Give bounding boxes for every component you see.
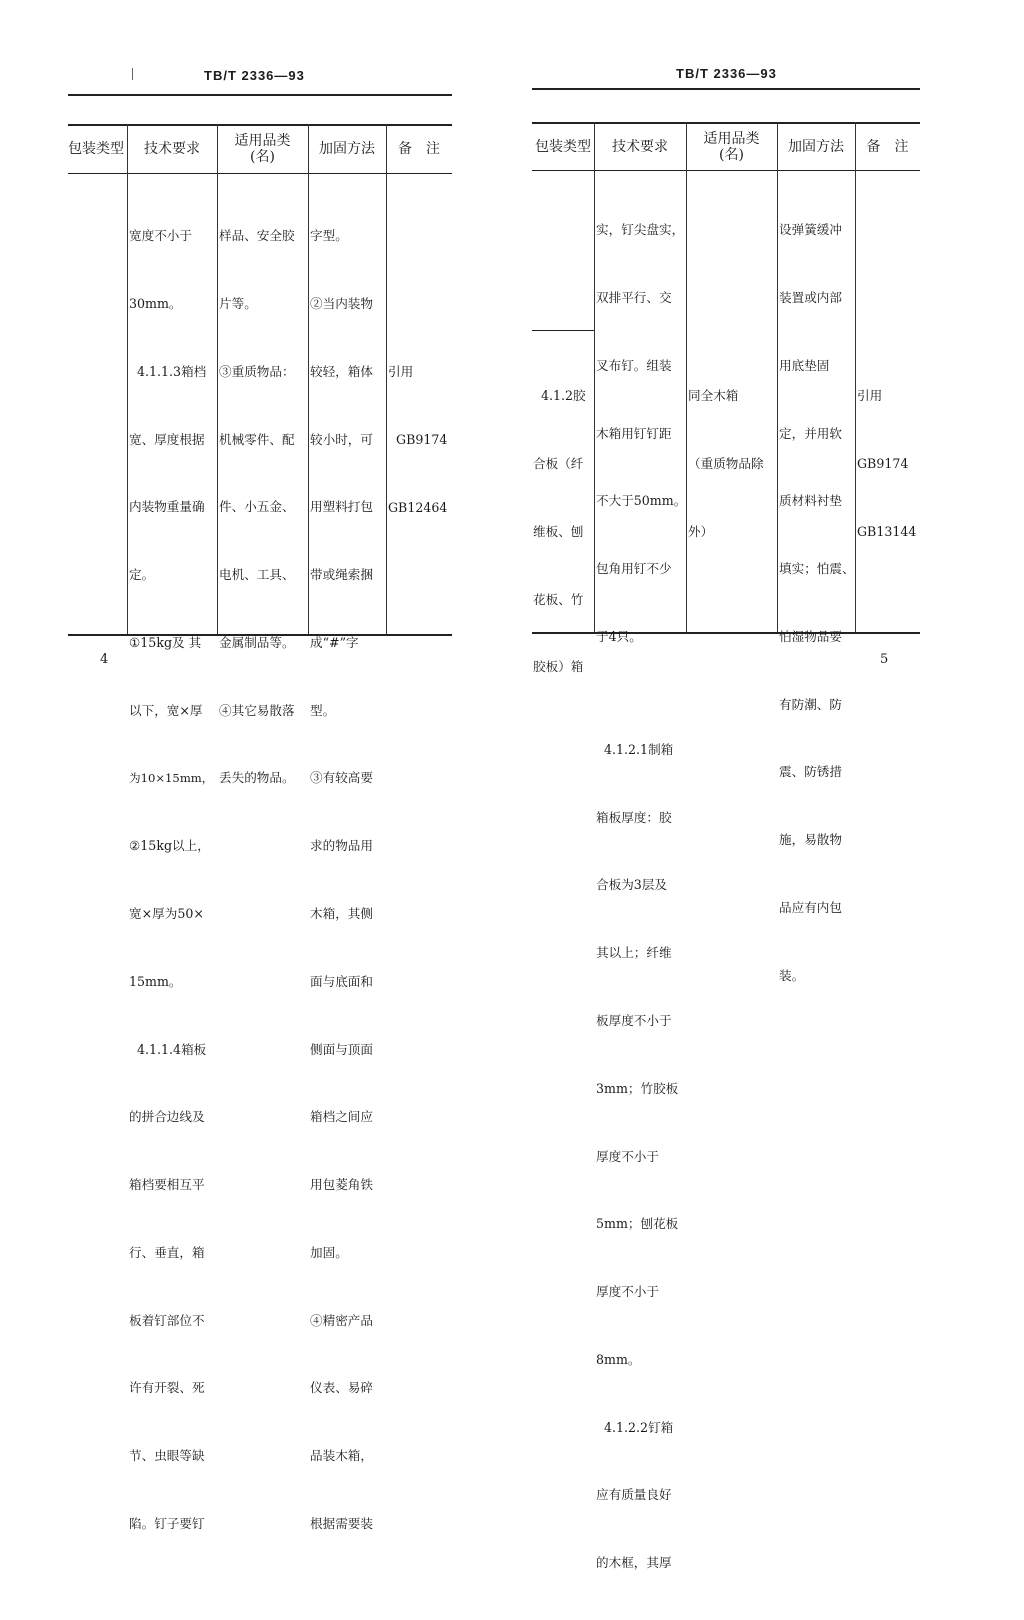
text-line: ②当内装物 bbox=[310, 295, 373, 311]
text-line: 用包菱角铁 bbox=[310, 1177, 373, 1193]
right-page bbox=[512, 0, 1024, 1571]
header-rule bbox=[68, 94, 452, 96]
text-line: 15mm。 bbox=[129, 973, 182, 989]
text-line: 丢失的物品。 bbox=[219, 770, 295, 786]
page-header: TB/T 2336—93 bbox=[204, 68, 305, 83]
text-line: 引用 bbox=[857, 388, 883, 404]
col-divider bbox=[308, 124, 309, 634]
header-package-type: 包装类型 bbox=[68, 141, 124, 157]
col-divider bbox=[855, 122, 856, 632]
text-line: 质材料衬垫 bbox=[779, 493, 842, 509]
text-line: 箱板厚度：胶 bbox=[596, 809, 672, 825]
text-line: 的木框，其厚 bbox=[596, 1555, 672, 1571]
text-line: 3mm；竹胶板 bbox=[596, 1080, 679, 1096]
header-remarks: 备 注 bbox=[398, 141, 440, 157]
header-applicable-products: 适用品类 (名) bbox=[703, 130, 760, 163]
text-line: 加固。 bbox=[310, 1244, 348, 1260]
text-line: 不大于50mm。 bbox=[596, 493, 687, 509]
text-line: 仪表、易碎 bbox=[310, 1380, 373, 1396]
text-line: 5mm；刨花板 bbox=[596, 1216, 679, 1232]
text-line: 节、虫眼等缺 bbox=[129, 1448, 205, 1464]
text-line: 怕湿物品要 bbox=[779, 628, 842, 644]
package-type-text bbox=[533, 340, 586, 724]
text-line: 成“#”字 bbox=[310, 634, 359, 650]
text-line: 同全木箱 bbox=[688, 388, 739, 404]
text-line: 品装木箱， bbox=[310, 1448, 373, 1464]
remarks-text bbox=[388, 316, 447, 565]
header-applicable-products: 适用品类 (名) bbox=[234, 133, 291, 165]
text-line: 填实；怕震、 bbox=[779, 561, 855, 577]
text-line: 维板、刨 bbox=[533, 523, 584, 539]
text-line: 装置或内部 bbox=[779, 289, 842, 305]
text-line: 板厚度不小于 bbox=[596, 1012, 672, 1028]
text-line: 用底垫固 bbox=[779, 357, 830, 373]
header-technical-requirements: 技术要求 bbox=[144, 141, 200, 157]
text-line: GB9174 bbox=[857, 455, 909, 471]
text-line: 4.1.2胶 bbox=[533, 388, 586, 404]
text-line: 以下，宽×厚 bbox=[129, 702, 203, 718]
text-line: 实，钉尖盘实， bbox=[596, 222, 685, 238]
table-header-rule bbox=[68, 173, 452, 174]
text-line: 外） bbox=[688, 523, 714, 539]
col-divider bbox=[777, 122, 778, 632]
col-divider bbox=[386, 124, 387, 634]
text-line: 引用 bbox=[388, 364, 414, 380]
text-line: 定，并用软 bbox=[779, 425, 842, 441]
text-line: 板着钉部位不 bbox=[129, 1312, 205, 1328]
text-line: （重质物品除 bbox=[688, 455, 764, 471]
text-line: 4.1.1.3箱档 bbox=[129, 363, 207, 379]
col-divider bbox=[127, 124, 128, 634]
text-line: 根据需要装 bbox=[310, 1516, 373, 1532]
technical-requirements-text bbox=[596, 174, 686, 1620]
text-line: 花板、竹 bbox=[533, 591, 584, 607]
text-line: 有防潮、防 bbox=[779, 696, 842, 712]
text-line: 厚度不小于 bbox=[596, 1148, 659, 1164]
text-line: ③有较高要 bbox=[310, 770, 373, 786]
text-line: 求的物品用 bbox=[310, 838, 373, 854]
text-line: 震、防锈措 bbox=[779, 764, 842, 780]
text-line: 型。 bbox=[310, 702, 336, 718]
remarks-text bbox=[857, 340, 916, 589]
text-line: 其以上；纤维 bbox=[596, 945, 672, 961]
text-line: 行、垂直，箱 bbox=[129, 1244, 205, 1260]
table-header-rule bbox=[532, 170, 920, 171]
text-line: 金属制品等。 bbox=[219, 634, 295, 650]
text-line: 较轻，箱体 bbox=[310, 363, 373, 379]
table-bottom-rule bbox=[532, 632, 920, 634]
margin-mark bbox=[132, 68, 133, 80]
text-line: 4.1.2.1制箱 bbox=[596, 741, 674, 757]
text-line: 较小时，可 bbox=[310, 431, 373, 447]
technical-requirements-text bbox=[129, 180, 213, 1581]
text-line: 机械零件、配 bbox=[219, 431, 295, 447]
text-line: GB9174 bbox=[388, 431, 448, 447]
col-divider bbox=[217, 124, 218, 634]
text-line: 胶板）箱 bbox=[533, 659, 584, 675]
text-line: 4.1.2.2钉箱 bbox=[596, 1419, 674, 1435]
text-line: 陷。钉子要钉 bbox=[129, 1516, 205, 1532]
text-line: 为10×15mm， bbox=[129, 771, 214, 786]
text-line: 字型。 bbox=[310, 228, 348, 244]
text-line: 侧面与顶面 bbox=[310, 1041, 373, 1057]
text-line: 应有质量良好 bbox=[596, 1487, 672, 1503]
row-divider bbox=[532, 330, 594, 331]
header-package-type: 包装类型 bbox=[535, 138, 591, 155]
text-line: 面与底面和 bbox=[310, 973, 373, 989]
text-line: ④其它易散落 bbox=[219, 702, 295, 718]
text-line: 设弹簧缓冲 bbox=[779, 222, 842, 238]
col-divider bbox=[594, 122, 595, 632]
page-number: 4 bbox=[100, 652, 109, 667]
text-line: 木箱用钉钉距 bbox=[596, 425, 672, 441]
applicable-products-text bbox=[219, 180, 295, 835]
text-line: 宽、厚度根据 bbox=[129, 431, 205, 447]
text-line: 宽度不小于 bbox=[129, 228, 192, 244]
text-line: 定。 bbox=[129, 567, 155, 583]
text-line: GB12464 bbox=[388, 499, 448, 515]
text-line: ②15kg以上， bbox=[129, 838, 210, 854]
applicable-products-text bbox=[688, 340, 764, 589]
text-line: 8mm。 bbox=[596, 1351, 641, 1367]
text-line: ①15kg及 其 bbox=[129, 634, 202, 650]
text-line: GB13144 bbox=[857, 523, 917, 539]
text-line: ③重质物品： bbox=[219, 363, 295, 379]
text-line: 叉布钉。组装 bbox=[596, 357, 672, 373]
reinforcement-method-text bbox=[779, 174, 855, 1033]
text-line: 件、小五金、 bbox=[219, 499, 295, 515]
page-header: TB/T 2336—93 bbox=[676, 66, 777, 81]
text-line: 片等。 bbox=[219, 295, 257, 311]
text-line: ④精密产品 bbox=[310, 1312, 373, 1328]
header-technical-requirements: 技术要求 bbox=[612, 138, 668, 155]
text-line: 箱档要相互平 bbox=[129, 1177, 205, 1193]
text-line: 箱档之间应 bbox=[310, 1109, 373, 1125]
text-line: 宽×厚为50× bbox=[129, 906, 204, 921]
text-line: 双排平行、交 bbox=[596, 289, 672, 305]
left-page bbox=[0, 0, 512, 1532]
text-line: 30mm。 bbox=[129, 295, 182, 311]
header-rule bbox=[532, 88, 920, 90]
text-line: 内装物重量确 bbox=[129, 499, 205, 515]
text-line: 装。 bbox=[779, 967, 805, 983]
text-line: 样品、安全胶 bbox=[219, 228, 295, 244]
text-line: 4.1.1.4箱板 bbox=[129, 1041, 207, 1057]
header-reinforcement-method: 加固方法 bbox=[788, 138, 844, 155]
text-line: 施，易散物 bbox=[779, 832, 842, 848]
text-line: 合板为3层及 bbox=[596, 877, 667, 893]
header-reinforcement-method: 加固方法 bbox=[319, 141, 375, 157]
page-number: 5 bbox=[880, 652, 889, 667]
text-line: 的拼合边线及 bbox=[129, 1109, 205, 1125]
text-line: 带或绳索捆 bbox=[310, 567, 373, 583]
text-line: 合板（纤 bbox=[533, 455, 584, 471]
text-line: 电机、工具、 bbox=[219, 567, 295, 583]
text-line: 包角用钉不少 bbox=[596, 561, 672, 577]
text-line: 品应有内包 bbox=[779, 900, 842, 915]
text-line: 用塑料打包 bbox=[310, 499, 373, 515]
text-line: 木箱，其侧 bbox=[310, 906, 373, 921]
text-line: 厚度不小于 bbox=[596, 1284, 659, 1300]
text-line: 于4只。 bbox=[596, 628, 642, 644]
header-remarks: 备 注 bbox=[866, 138, 909, 155]
reinforcement-method-text bbox=[310, 180, 373, 1581]
text-line: 许有开裂、死 bbox=[129, 1380, 205, 1396]
